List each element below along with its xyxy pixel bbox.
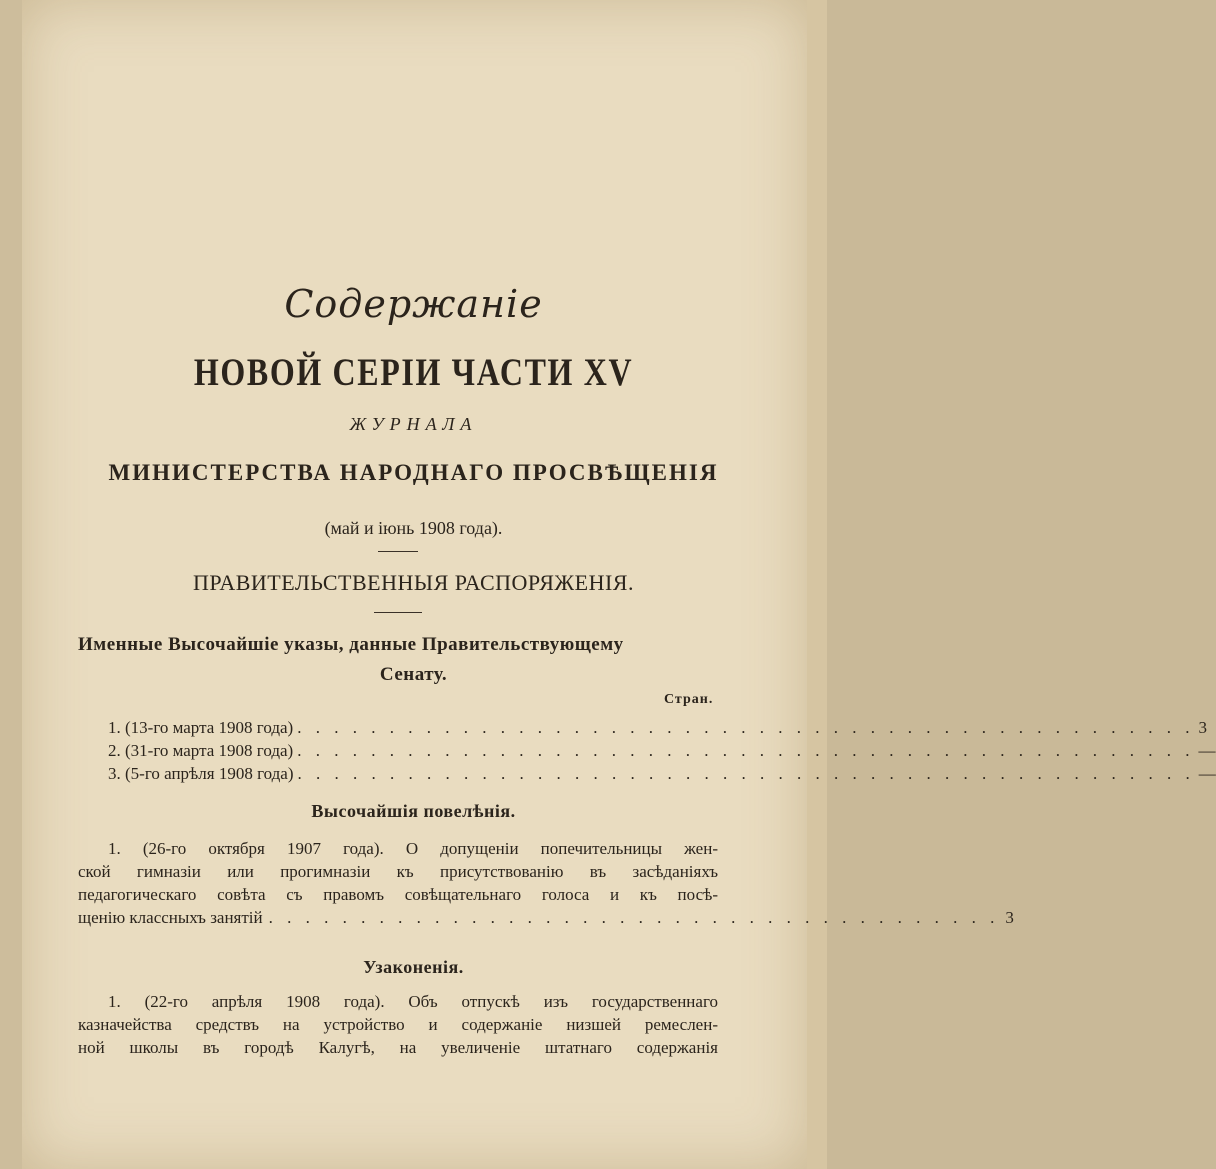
paragraph-line: 1. (22-го апрѣля 1908 года). Объ отпускѣ изъ государственнаго <box>108 992 718 1011</box>
toc-entry-page: — <box>1198 741 1216 760</box>
paragraph-commands <box>78 837 1014 929</box>
divider <box>374 612 422 613</box>
leader-dots: . . . . . . . . . . . . . . . . . . . . . . . . . . . . . . . . . . . . . . . . . . . . . . . . . <box>297 718 1195 737</box>
paragraph-line: ной школы въ городѣ Калугѣ, на увеличеніе штатнаго содержанія <box>78 1038 718 1057</box>
toc-entry-page: 3 <box>1198 718 1207 737</box>
section-heading-decrees: Именные Высочайшіе указы, данные Правительствующему <box>78 634 624 655</box>
paragraph-line: педагогическаго совѣта съ правомъ совѣщательнаго голоса и къ посѣ- <box>78 885 718 904</box>
paragraph-line: ской гимназіи или прогимназіи къ присутствованію въ засѣданіяхъ <box>78 862 718 881</box>
paragraph-page: 3 <box>1005 908 1014 927</box>
leader-dots: . . . . . . . . . . . . . . . . . . . . . . . . . . . . . . . . . . . . . . . . . . . . . . . . . <box>297 741 1195 760</box>
leader-dots: . . . . . . . . . . . . . . . . . . . . . . . . . . . . . . . . . . . . . . . . <box>268 908 1000 927</box>
leader-dots: . . . . . . . . . . . . . . . . . . . . . . . . . . . . . . . . . . . . . . . . . . . . . . . . . <box>297 764 1195 783</box>
toc-entry <box>108 764 1216 784</box>
toc-entry-label: 3. (5-го апрѣля 1908 года) <box>108 764 294 783</box>
paragraph-line: казначейства средствъ на устройство и содержаніе низшей ремеслен- <box>78 1015 718 1034</box>
section-heading-commands: Высочайшія повелѣнія. <box>311 801 516 821</box>
series-title: НОВОЙ СЕРІИ ЧАСТИ XV <box>193 351 634 394</box>
page-column-label: Стран. <box>664 692 714 707</box>
ministry-title: МИНИСТЕРСТВА НАРОДНАГО ПРОСВѢЩЕНІЯ <box>108 460 719 485</box>
toc-entry <box>108 741 1216 761</box>
contents-title: Содержаніе <box>284 282 543 326</box>
toc-entry-page: — <box>1198 764 1216 783</box>
section-heading-decrees-cont: Сенату. <box>379 664 448 685</box>
paragraph-laws <box>78 990 718 1059</box>
government-orders-heading: ПРАВИТЕЛЬСТВЕННЫЯ РАСПОРЯЖЕНІЯ. <box>193 570 634 595</box>
date-range: (май и іюнь 1908 года). <box>324 518 503 538</box>
paragraph-line-last <box>78 906 1014 929</box>
divider <box>378 551 418 552</box>
section-heading-laws: Узаконенія. <box>363 957 464 977</box>
paragraph-line: щенію классныхъ занятій <box>78 908 263 927</box>
toc-entry-label: 1. (13-го марта 1908 года) <box>108 718 294 737</box>
toc-entry <box>108 718 1207 738</box>
toc-entry-label: 2. (31-го марта 1908 года) <box>108 741 294 760</box>
journal-word: ЖУРНАЛА <box>349 414 478 434</box>
paragraph-line: 1. (26-го октября 1907 года). О допущеніи попечительницы жен- <box>108 839 718 858</box>
